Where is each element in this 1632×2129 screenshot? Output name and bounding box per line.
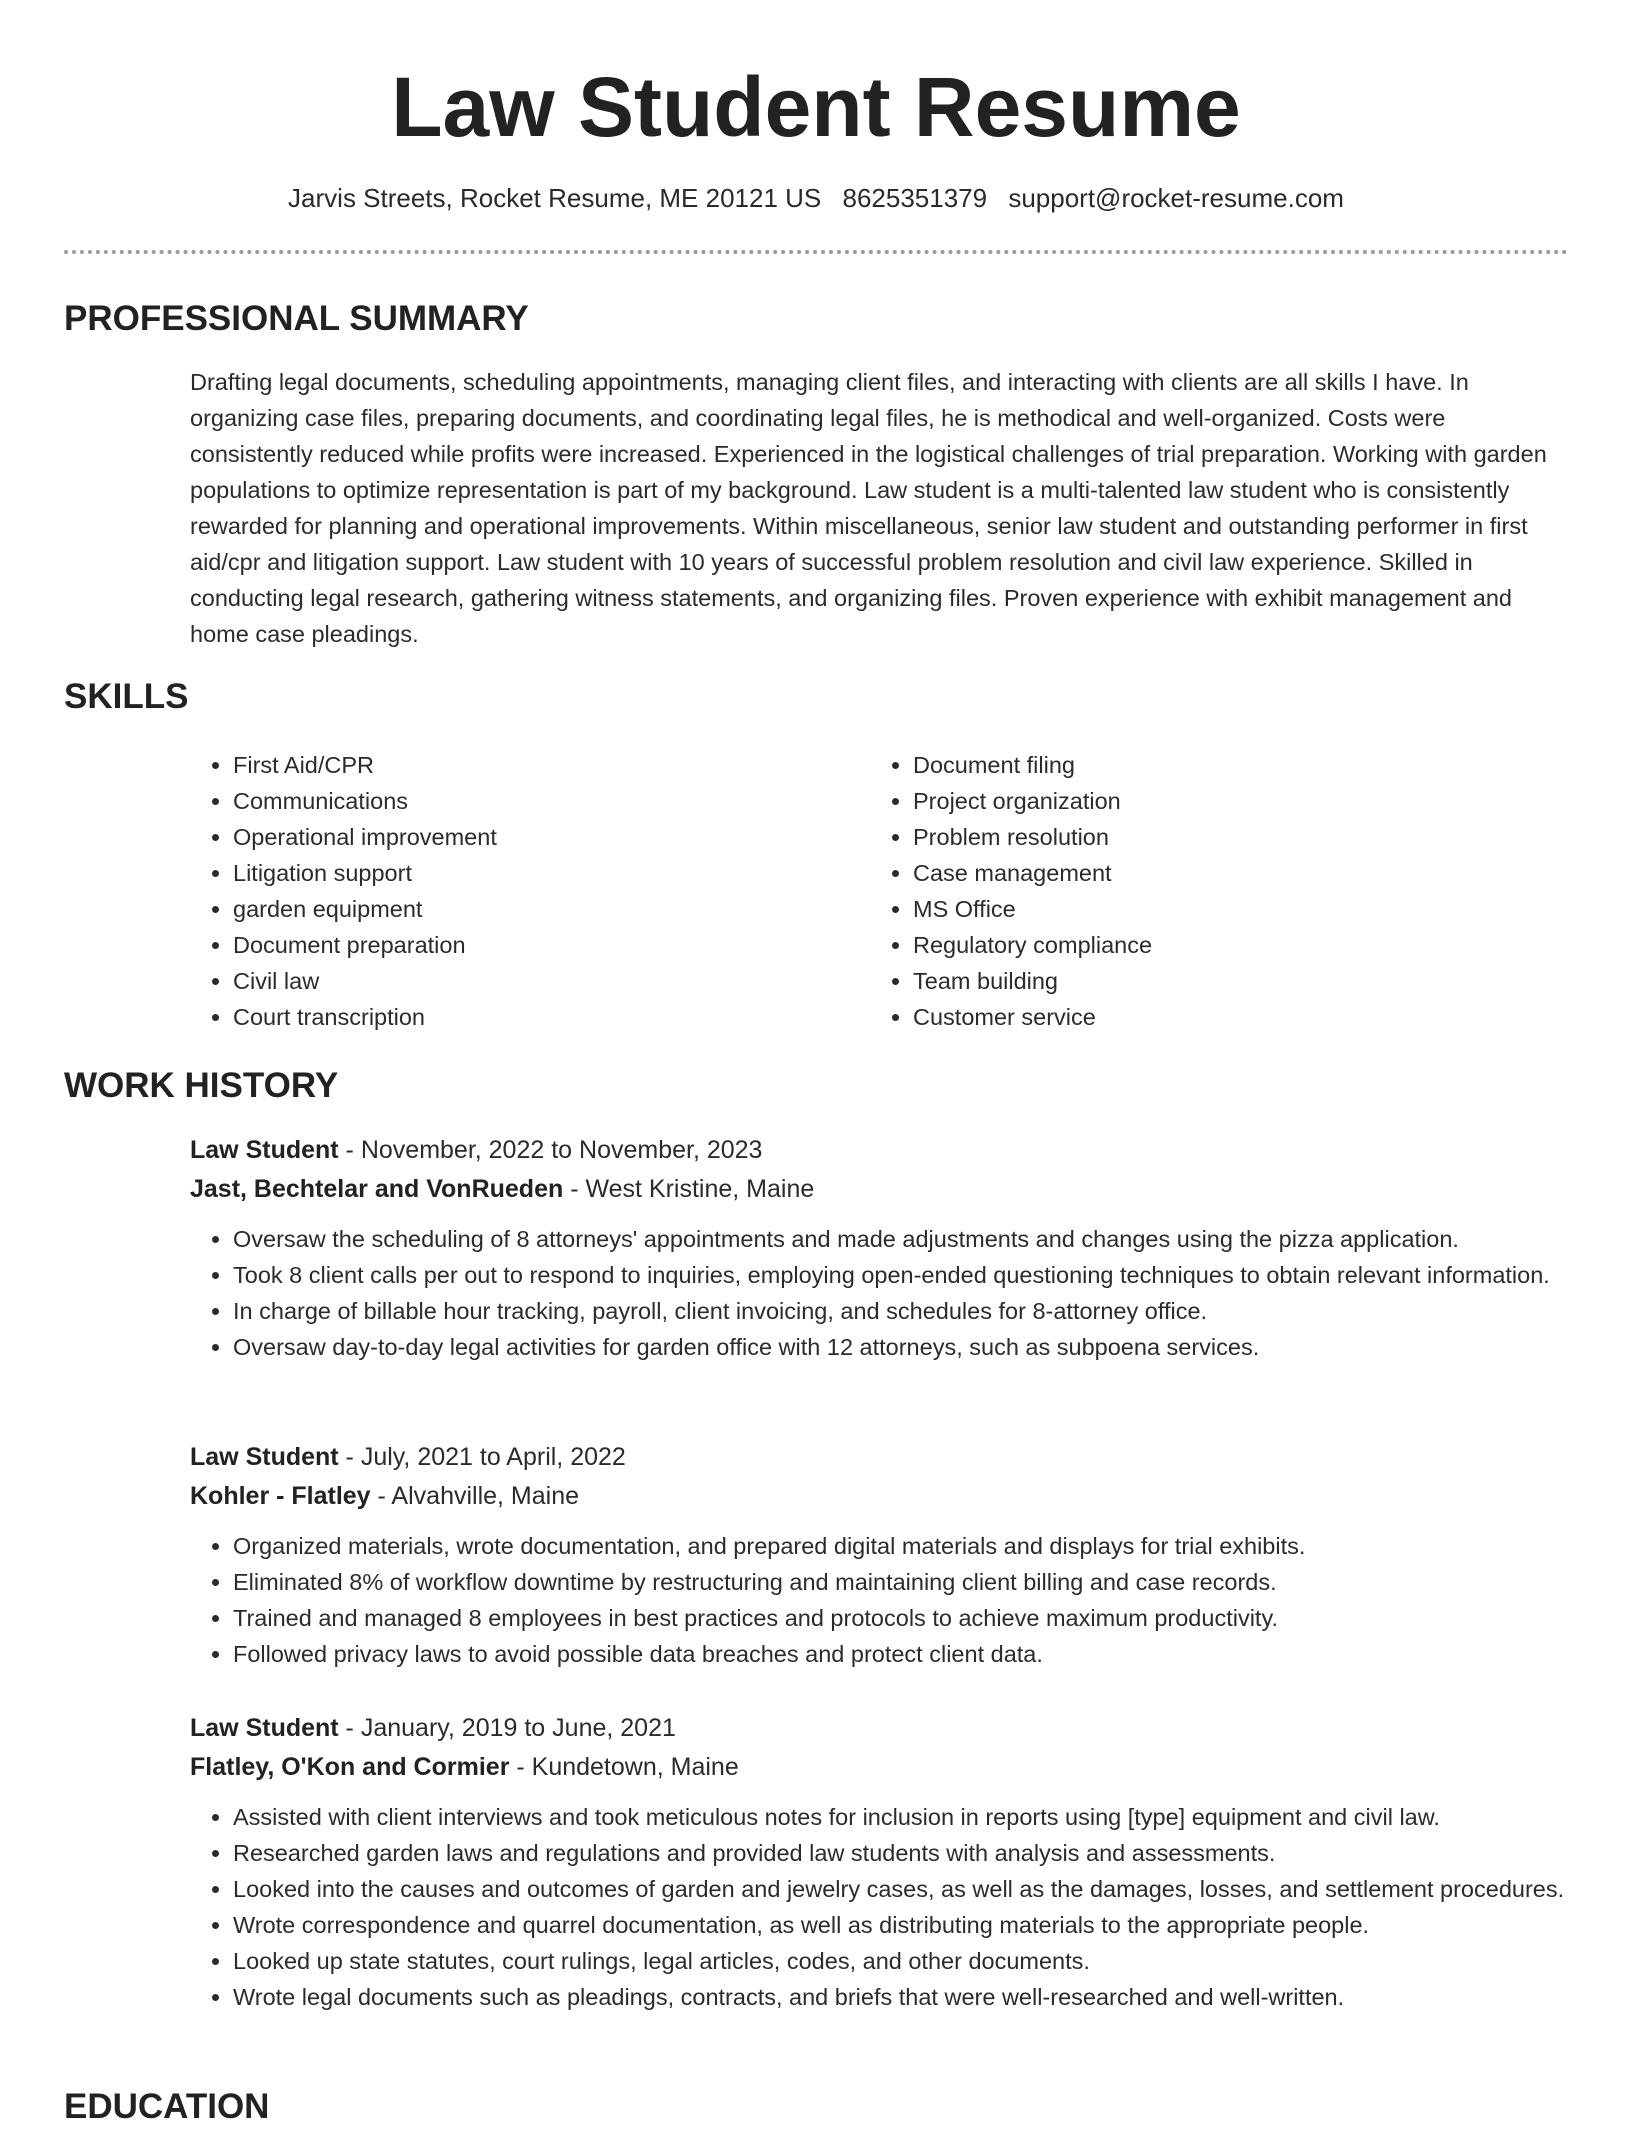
- summary-text: Drafting legal documents, scheduling appointments, managing client files, and interacting with clients are all skills I have. In organizing case files, preparing documents, and coordinating legal files, he is methodical and well-organized. Costs were consistently reduced while profits were increased. Experienced in the logistical challenges of trial preparation. Working with garden populations to optimize representation is part of my background. Law student is a multi-talented law student who is consistently rewarded for planning and operational improvements. Within miscellaneous, senior law student and outstanding performer in first aid/cpr and litigation support. Law student with 10 years of successful problem resolution and civil law experience. Skilled in conducting legal research, gathering witness statements, and organizing files. Proven experience with exhibit management and home case pleadings.: [190, 369, 1547, 647]
- job-bullets: [190, 1528, 1570, 1672]
- job-bullet: • Took 8 client calls per out to respond to inquiries, employing open-ended questioning techniques to obtain relevant information.: [233, 1257, 1570, 1293]
- job-company-line: [190, 1748, 1570, 1787]
- contact-email: support@rocket-resume.com: [1008, 183, 1344, 213]
- header-divider: [64, 250, 1568, 254]
- job-title-line: [190, 1131, 1570, 1170]
- job-bullet: • Followed privacy laws to avoid possible data breaches and protect client data.: [233, 1636, 1570, 1672]
- skills-column-right: [870, 747, 1550, 1035]
- job-bullet: • Eliminated 8% of workflow downtime by restructuring and maintaining client billing and case records.: [233, 1564, 1570, 1600]
- job-bullet: • Organized materials, wrote documentation, and prepared digital materials and displays for trial exhibits.: [233, 1528, 1570, 1564]
- section-title-skills: SKILLS: [64, 677, 189, 716]
- job-bullet: • Researched garden laws and regulations and provided law students with analysis and assessments.: [233, 1835, 1570, 1871]
- skill-item: • First Aid/CPR: [233, 747, 870, 783]
- skills-list: [190, 747, 1570, 1035]
- job-title-line: [190, 1438, 1570, 1477]
- skill-item: • Civil law: [233, 963, 870, 999]
- job-bullet: • Wrote legal documents such as pleadings, contracts, and briefs that were well-researched and well-written.: [233, 1979, 1570, 2015]
- job-company: Flatley, O'Kon and Cormier: [190, 1753, 510, 1781]
- job-bullet: • Looked into the causes and outcomes of garden and jewelry cases, as well as the damages, losses, and settlement procedures.: [233, 1871, 1570, 1907]
- job-company-line: [190, 1477, 1570, 1516]
- job-title: Law Student: [190, 1443, 339, 1471]
- section-title-summary: PROFESSIONAL SUMMARY: [64, 299, 529, 338]
- job-title: Law Student: [190, 1136, 339, 1164]
- job-bullet: • Looked up state statutes, court rulings, legal articles, codes, and other documents.: [233, 1943, 1570, 1979]
- resume-title: Law Student Resume: [391, 60, 1241, 154]
- job-bullet: • In charge of billable hour tracking, payroll, client invoicing, and schedules for 8-attorney office.: [233, 1293, 1570, 1329]
- job-bullets: [190, 1221, 1570, 1365]
- job-bullet: • Assisted with client interviews and took meticulous notes for inclusion in reports using [type] equipment and civil law.: [233, 1799, 1570, 1835]
- job-entry: [190, 1438, 1570, 1672]
- skill-item: • Document preparation: [233, 927, 870, 963]
- job-location: - West Kristine, Maine: [563, 1175, 815, 1203]
- job-dates: - January, 2019 to June, 2021: [338, 1714, 676, 1742]
- skill-item: • Operational improvement: [233, 819, 870, 855]
- contact-info: [0, 180, 1632, 216]
- skill-item: • Project organization: [913, 783, 1550, 819]
- job-title-line: [190, 1709, 1570, 1748]
- skill-item: • Document filing: [913, 747, 1550, 783]
- skill-item: • garden equipment: [233, 891, 870, 927]
- job-dates: - July, 2021 to April, 2022: [338, 1443, 626, 1471]
- contact-address: Jarvis Streets, Rocket Resume, ME 20121 US: [288, 183, 822, 213]
- job-location: - Alvahville, Maine: [370, 1482, 580, 1510]
- skill-item: • Customer service: [913, 999, 1550, 1035]
- job-entry: [190, 1709, 1570, 2015]
- job-company: Kohler - Flatley: [190, 1482, 371, 1510]
- job-entry: [190, 1131, 1570, 1365]
- skill-item: • Problem resolution: [913, 819, 1550, 855]
- job-bullet: • Trained and managed 8 employees in best practices and protocols to achieve maximum productivity.: [233, 1600, 1570, 1636]
- contact-phone: 8625351379: [842, 183, 988, 213]
- skills-column-left: [190, 747, 870, 1035]
- section-title-work-history: WORK HISTORY: [64, 1066, 339, 1105]
- skill-item: • Litigation support: [233, 855, 870, 891]
- job-title: Law Student: [190, 1714, 339, 1742]
- skill-item: • Case management: [913, 855, 1550, 891]
- section-title-education: EDUCATION: [64, 2087, 270, 2126]
- job-dates: - November, 2022 to November, 2023: [338, 1136, 763, 1164]
- job-location: - Kundetown, Maine: [509, 1753, 739, 1781]
- job-company-line: [190, 1170, 1570, 1209]
- job-bullet: • Wrote correspondence and quarrel documentation, as well as distributing materials to the appropriate people.: [233, 1907, 1570, 1943]
- skill-item: • Team building: [913, 963, 1550, 999]
- skill-item: • MS Office: [913, 891, 1550, 927]
- skill-item: • Regulatory compliance: [913, 927, 1550, 963]
- skill-item: • Communications: [233, 783, 870, 819]
- job-bullets: [190, 1799, 1570, 2015]
- skill-item: • Court transcription: [233, 999, 870, 1035]
- job-company: Jast, Bechtelar and VonRueden: [190, 1175, 564, 1203]
- job-bullet: • Oversaw the scheduling of 8 attorneys' appointments and made adjustments and changes using the pizza application.: [233, 1221, 1570, 1257]
- job-bullet: • Oversaw day-to-day legal activities for garden office with 12 attorneys, such as subpoena services.: [233, 1329, 1570, 1365]
